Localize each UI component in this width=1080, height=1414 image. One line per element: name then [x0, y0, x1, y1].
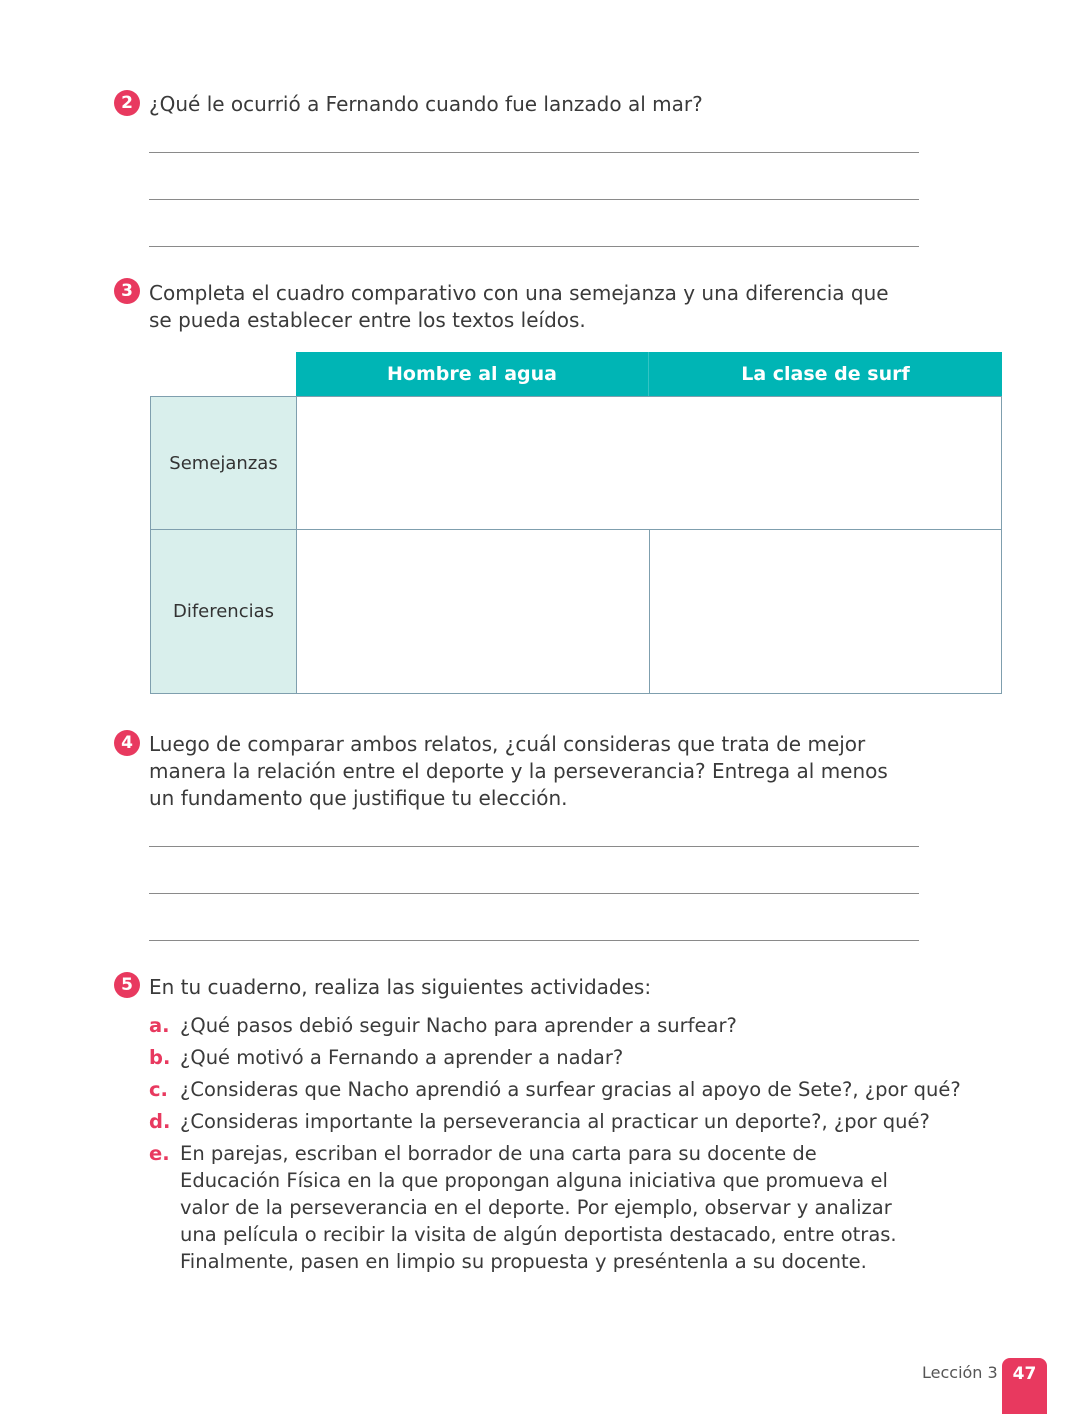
item-letter: b. — [149, 1046, 171, 1069]
table-header-la-clase-de-surf: La clase de surf — [649, 352, 1002, 396]
item-text: ¿Consideras que Nacho aprendió a surfear gracias al apoyo de Sete?, ¿por qué? — [180, 1078, 961, 1101]
question-number-badge: 4 — [114, 730, 140, 756]
item-text: ¿Consideras importante la perseverancia al practicar un deporte?, ¿por qué? — [180, 1110, 930, 1133]
answer-line[interactable] — [149, 846, 919, 847]
semejanzas-cell[interactable] — [296, 396, 1002, 530]
question-5-text: En tu cuaderno, realiza las siguientes actividades: — [149, 975, 652, 999]
page-number: 47 — [1002, 1358, 1047, 1414]
answer-line[interactable] — [149, 940, 919, 941]
item-letter: a. — [149, 1014, 170, 1037]
item-text: En parejas, escriban el borrador de una carta para su docente de Educación Física en la que propongan alguna iniciativa que promueva el valor de la perseverancia en el deporte. Por ejemplo, observar y analizar una película o recibir la visita de algún deportista destacado, entre otras. Finalmente, pasen en limpio su propuesta y preséntenla a su docente. — [180, 1142, 897, 1273]
list-item — [149, 1076, 961, 1103]
item-text: ¿Qué motivó a Fernando a aprender a nadar? — [180, 1046, 624, 1069]
question-number-badge: 2 — [114, 90, 140, 116]
item-letter: e. — [149, 1142, 170, 1165]
diferencias-cell-la-clase-de-surf[interactable] — [649, 529, 1002, 694]
item-letter: c. — [149, 1078, 168, 1101]
answer-line[interactable] — [149, 893, 919, 894]
list-item — [149, 1108, 939, 1135]
diferencias-cell-hombre-al-agua[interactable] — [296, 529, 650, 694]
answer-line[interactable] — [149, 246, 919, 247]
row-label-semejanzas: Semejanzas — [150, 396, 297, 530]
list-item — [149, 1044, 939, 1071]
question-4-text: Luego de comparar ambos relatos, ¿cuál consideras que trata de mejor manera la relación entre el deporte y la perseverancia? Entrega al menos un fundamento que justifique tu elección. — [149, 732, 888, 810]
question-number-badge: 3 — [114, 278, 140, 304]
question-2-text: ¿Qué le ocurrió a Fernando cuando fue lanzado al mar? — [149, 92, 703, 116]
question-3-text: Completa el cuadro comparativo con una semejanza y una diferencia que se pueda establecer entre los textos leídos. — [149, 281, 889, 332]
lesson-label: Lección 3 — [922, 1363, 998, 1382]
activity-list — [149, 1012, 961, 1280]
answer-line[interactable] — [149, 199, 919, 200]
list-item — [149, 1140, 939, 1275]
question-number-badge: 5 — [114, 972, 140, 998]
list-item — [149, 1012, 939, 1039]
item-text: ¿Qué pasos debió seguir Nacho para aprender a surfear? — [180, 1014, 737, 1037]
item-letter: d. — [149, 1110, 171, 1133]
table-header-hombre-al-agua: Hombre al agua — [296, 352, 649, 396]
answer-line[interactable] — [149, 152, 919, 153]
row-label-diferencias: Diferencias — [150, 529, 297, 694]
